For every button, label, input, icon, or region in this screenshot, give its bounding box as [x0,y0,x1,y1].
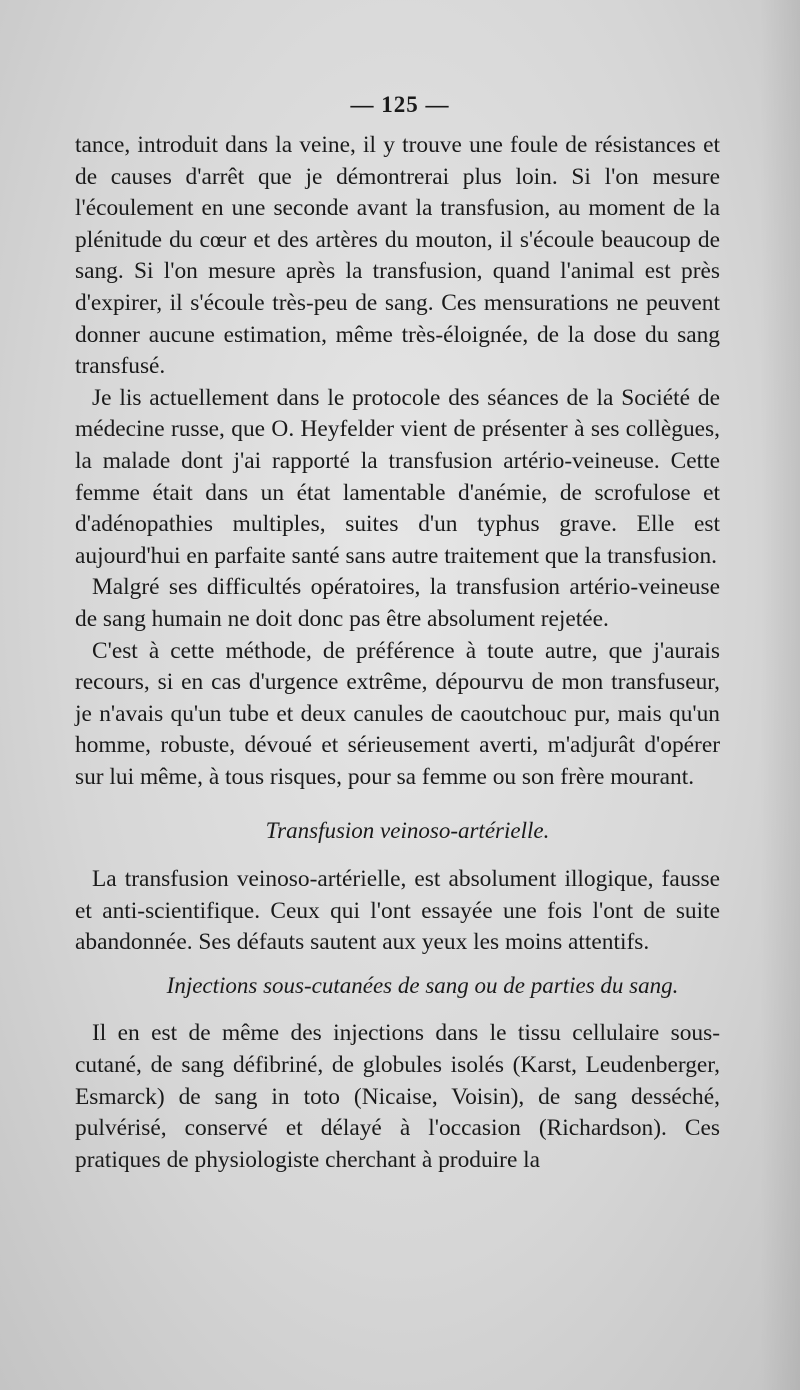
paragraph: Il en est de même des injections dans le tissu cellulaire sous-cutané, de sang défibriné, de globules isolés (Karst, Leudenberger, Esmarck) de sang in toto (Nicaise, Voisin), de sang desséché, pulvérisé, conservé et délayé à l'occasion (Richardson). Ces pratiques de physiologiste cherchant à produire la [75,1020,720,1173]
paragraph: Malgré ses difficultés opératoires, la transfusion artério-veineuse de sang humain ne doit donc pas être absolument rejetée. [75,574,720,632]
page-number: — 125 — [350,92,450,117]
paragraph: Je lis actuellement dans le protocole des séances de la Société de médecine russe, que O. Heyfelder vient de présenter à ses collègues, la malade dont j'ai rapporté la transfusion artério-veineuse. Cette femme était dans un état lamentable d'anémie, de scrofulose et d'adénopathies multiples, suites d'un typhus grave. Elle est aujourd'hui en parfaite santé sans autre traitement que la transfusion. [75,384,720,569]
paragraph: C'est à cette méthode, de préférence à toute autre, que j'aurais recours, si en cas d'urgence extrême, dépourvu de mon transfuseur, je n'avais qu'un tube et deux canules de caoutchouc pur, mais qu'un homme, robuste, dévoué et sérieusement averti, m'adjurât d'opérer sur lui même, à tous risques, pour sa femme ou son frère mourant. [75,637,720,790]
body-text [75,130,720,1176]
paragraph: La transfusion veinoso-artérielle, est absolument illogique, fausse et anti-scientifique. Ceux qui l'ont essayée une fois l'ont de suite abandonnée. Ses défauts sautent aux yeux les moins attentifs. [75,866,720,956]
section-heading: Transfusion veinoso-artérielle. [265,818,550,844]
paragraph: tance, introduit dans la veine, il y trouve une foule de résistances et de causes d'arrêt que je démontrerai plus loin. Si l'on mesure l'écoulement en une seconde avant la transfusion, au moment de la plénitude du cœur et des artères du mouton, il s'écoule beaucoup de sang. Si l'on mesure après la transfusion, quand l'animal est près d'expirer, il s'écoule très-peu de sang. Ces mensurations ne peuvent donner aucune estimation, même très-éloignée, de la dose du sang transfusé. [75,132,720,380]
section-heading: Injections sous-cutanées de sang ou de parties du sang. [166,972,679,998]
